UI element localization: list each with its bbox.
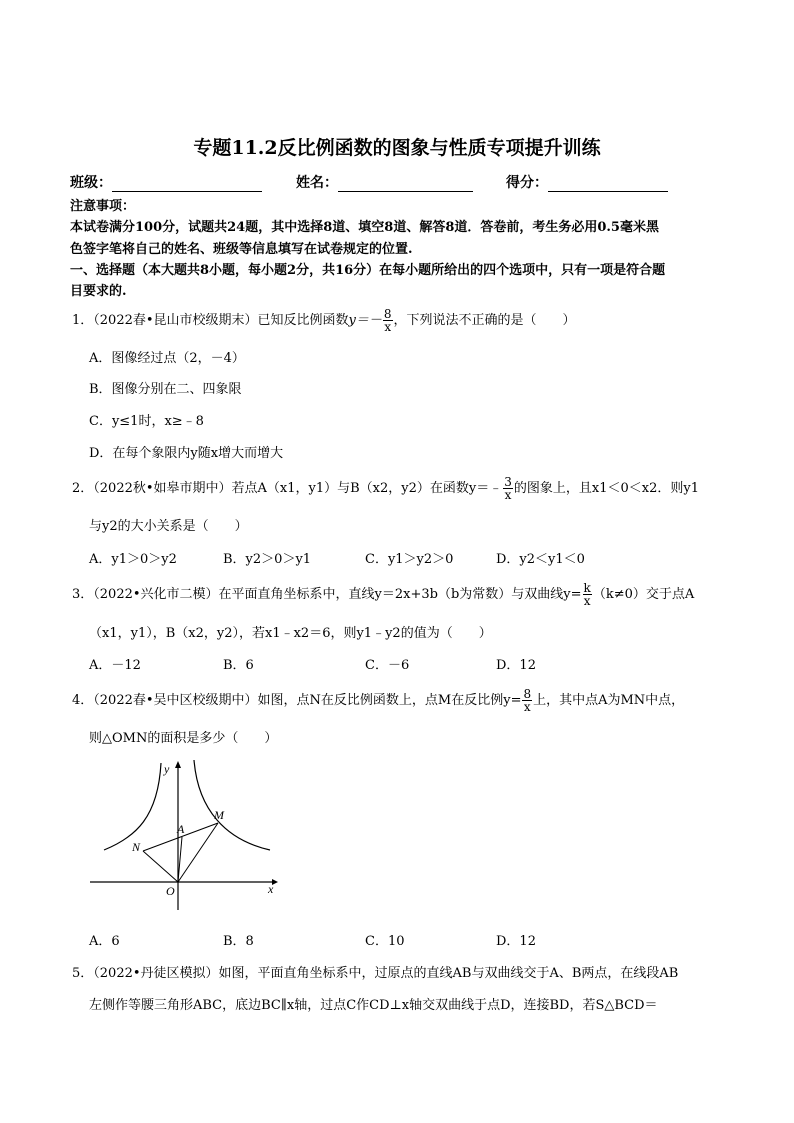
q1-option-d: D．在每个象限内y随x增大而增大 <box>89 446 284 461</box>
q2-line1-tail: 的图象上，且x1＜0＜x2．则y1 <box>513 481 699 496</box>
segment-oa <box>178 837 182 882</box>
segment-on <box>143 851 178 882</box>
q3-option-d: D．12 <box>496 658 536 673</box>
q2-option-a: A．y1＞0＞y2 <box>89 552 177 567</box>
q3-fraction <box>583 582 592 607</box>
q4-frac-num: 8 <box>523 687 532 701</box>
q1-stem <box>72 308 576 333</box>
name-label: 姓名： <box>296 175 338 191</box>
q1-option-a: A．图像经过点（2，－4） <box>89 351 245 366</box>
q2-stem <box>72 476 699 501</box>
x-label: x <box>268 882 274 896</box>
notes-title: 注意事项： <box>70 199 136 214</box>
q3-line2: （x1，y1），B（x2，y2），若x1﹣x2＝6，则y1﹣y2的值为（ ） <box>89 626 492 641</box>
q2-frac-den: x <box>504 488 512 502</box>
q4-option-a: A．6 <box>89 934 120 949</box>
q3-stem <box>72 582 694 607</box>
page-title: 专题11.2反比例函数的图象与性质专项提升训练 <box>193 137 601 159</box>
notes-line-1: 本试卷满分100分，试题共24题，其中选择8道、填空8道、解答8道．答卷前，考生务必用0.5毫米黑 <box>70 220 659 235</box>
q4-option-c: C．10 <box>365 934 405 949</box>
o-label: O <box>166 884 175 898</box>
q4-line2: 则△OMN的面积是多少（ ） <box>89 731 278 746</box>
q4-option-d: D．12 <box>496 934 536 949</box>
q2-frac-num: 3 <box>504 475 512 489</box>
name-blank <box>338 177 473 192</box>
q4-line1-tail: 上，其中点A为MN中点， <box>533 693 685 708</box>
y-label: y <box>164 762 170 776</box>
section-line-2: 目要求的. <box>70 284 127 299</box>
q3-option-b: B．6 <box>223 658 254 673</box>
class-label: 班级： <box>70 175 112 191</box>
q1-option-c: C．y≤1时，x≥﹣8 <box>89 414 204 429</box>
score-label: 得分： <box>506 175 548 191</box>
q3-frac-num: k <box>583 581 591 595</box>
q1-eq: y＝－ <box>348 313 382 328</box>
q4-eq: y= <box>503 693 522 708</box>
q1-option-b: B．图像分别在二、四象限 <box>89 382 242 397</box>
q5-line2: 左侧作等腰三角形ABC，底边BC∥x轴，过点C作CD⊥x轴交双曲线于点D，连接BD，若S△BCD＝ <box>89 998 658 1013</box>
q4-option-b: B．8 <box>223 934 254 949</box>
q2-option-b: B．y2＞0＞y1 <box>223 552 312 567</box>
q3-line1-tail: （k≠0）交于点A <box>592 587 695 602</box>
name-field <box>296 172 473 192</box>
q1-frac-num: 8 <box>383 307 392 321</box>
q4-frac-den: x <box>523 700 531 714</box>
m-label: M <box>214 808 224 822</box>
n-label: N <box>132 840 141 854</box>
q3-frac-den: x <box>583 594 591 608</box>
q1-fraction <box>383 308 393 333</box>
q2-option-c: C．y1＞y2＞0 <box>365 552 454 567</box>
q2-line2: 与y2的大小关系是（ ） <box>89 519 248 534</box>
right-hyperbola <box>194 760 270 850</box>
q2-fraction <box>503 476 513 501</box>
q4-fraction <box>522 688 532 713</box>
q1-tail: ，下列说法不正确的是（ ） <box>393 313 576 328</box>
a-label: A <box>177 822 185 836</box>
left-hyperbola <box>104 763 161 850</box>
q4-stem <box>72 688 684 713</box>
notes-line-2: 色签字笔将自己的姓名、班级等信息填写在试卷规定的位置. <box>70 242 413 257</box>
y-axis-arrow <box>175 761 181 768</box>
class-field <box>70 172 262 192</box>
section-line-1: 一、选择题（本大题共8小题，每小题2分，共16分）在每小题所给出的四个选项中，只有一项是符合题 <box>70 263 666 278</box>
class-blank <box>112 177 262 192</box>
q3-option-a: A．－12 <box>89 658 141 673</box>
q3-line1: 3．（2022•兴化市二模）在平面直角坐标系中，直线y＝2x+3b（b为常数）与双曲线 <box>72 587 564 602</box>
q1-lead: 1．（2022春•昆山市校级期末）已知反比例函数 <box>72 313 349 328</box>
q3-eq: y= <box>563 587 582 602</box>
q5-line1: 5．（2022•丹徒区模拟）如图，平面直角坐标系中，过原点的直线AB与双曲线交于A、B两点，在线段AB <box>72 966 679 981</box>
score-blank <box>548 177 668 192</box>
q2-option-d: D．y2＜y1＜0 <box>496 552 585 567</box>
q4-line1: 4．（2022春•吴中区校级期中）如图，点N在反比例函数上，点M在反比例 <box>72 693 504 708</box>
q1-frac-den: x <box>384 320 392 334</box>
q2-line1: 2．（2022秋•如皋市期中）若点A（x1，y1）与B（x2，y2）在函数y＝﹣ <box>72 481 503 496</box>
q4-graph <box>86 755 286 915</box>
q3-option-c: C．－6 <box>365 658 410 673</box>
score-field <box>506 172 668 192</box>
